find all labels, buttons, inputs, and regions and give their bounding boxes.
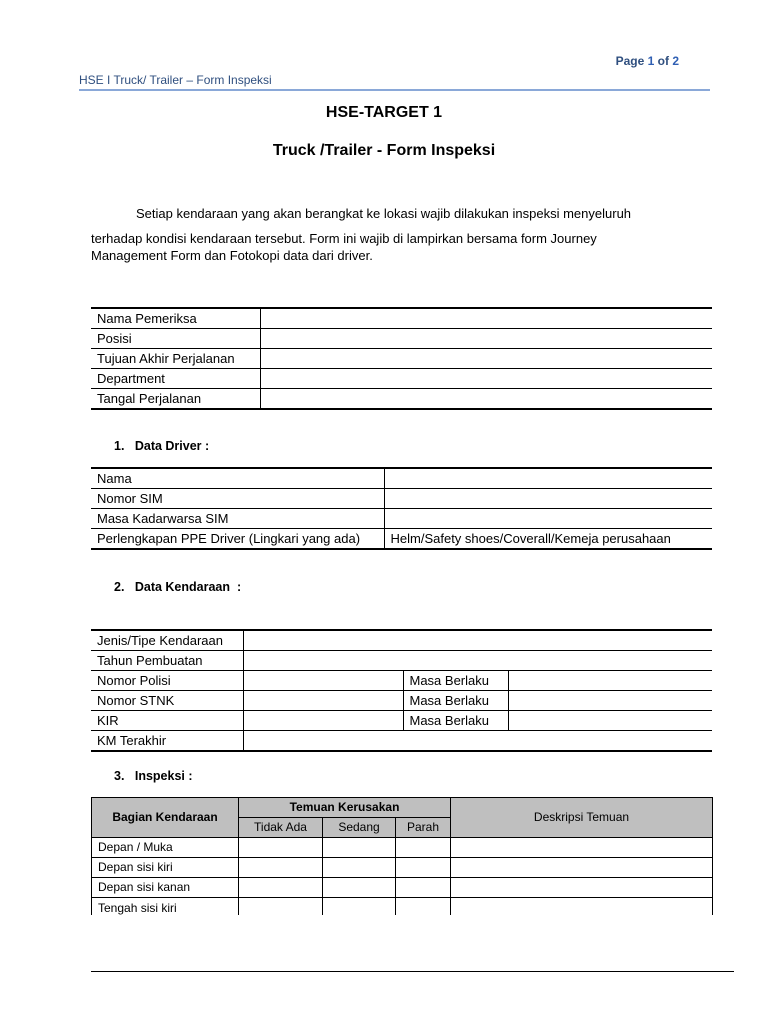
field-label: Jenis/Tipe Kendaraan xyxy=(91,630,243,651)
field-value[interactable] xyxy=(243,711,403,731)
cell-medium[interactable] xyxy=(323,878,396,898)
section-heading-driver: 1. Data Driver : xyxy=(114,439,210,453)
vehicle-table xyxy=(91,629,712,752)
header-divider xyxy=(79,89,710,91)
table-row xyxy=(91,630,712,651)
field-label: Nomor Polisi xyxy=(91,671,243,691)
ppe-options[interactable]: Helm/Safety shoes/Coverall/Kemeja perusahaan xyxy=(384,529,712,550)
table-row xyxy=(92,898,713,916)
cell-none[interactable] xyxy=(239,878,323,898)
table-row xyxy=(91,349,712,369)
validity-label: Masa Berlaku xyxy=(403,671,508,691)
field-value[interactable] xyxy=(243,731,712,752)
driver-table xyxy=(91,467,712,550)
field-value[interactable] xyxy=(243,630,712,651)
field-label: KIR xyxy=(91,711,243,731)
cell-severe[interactable] xyxy=(396,858,451,878)
table-row xyxy=(91,529,712,550)
field-label: Tahun Pembuatan xyxy=(91,651,243,671)
cell-description[interactable] xyxy=(451,838,713,858)
field-label: Nama xyxy=(91,468,384,489)
validity-value[interactable] xyxy=(508,711,712,731)
intro-line-3: Management Form dan Fotokopi data dari driver. xyxy=(91,248,373,263)
general-info-table xyxy=(91,307,712,410)
cell-severe[interactable] xyxy=(396,838,451,858)
field-value[interactable] xyxy=(260,389,712,410)
footer-divider xyxy=(91,971,734,972)
table-row xyxy=(91,489,712,509)
table-row xyxy=(91,308,712,329)
page-of: of xyxy=(657,54,669,68)
field-value[interactable] xyxy=(260,369,712,389)
field-value[interactable] xyxy=(384,509,712,529)
cell-medium[interactable] xyxy=(323,838,396,858)
page-current: 1 xyxy=(647,54,655,68)
col-header-severe: Parah xyxy=(396,818,451,838)
page-prefix: Page xyxy=(615,54,645,68)
col-header-part: Bagian Kendaraan xyxy=(92,798,239,838)
cell-none[interactable] xyxy=(239,838,323,858)
field-label: Nama Pemeriksa xyxy=(91,308,260,329)
table-row xyxy=(91,691,712,711)
field-label: Tujuan Akhir Perjalanan xyxy=(91,349,260,369)
cell-none[interactable] xyxy=(239,898,323,916)
cell-medium[interactable] xyxy=(323,858,396,878)
validity-value[interactable] xyxy=(508,691,712,711)
field-value[interactable] xyxy=(243,691,403,711)
document-subtitle: Truck /Trailer - Form Inspeksi xyxy=(272,142,496,159)
field-label: Nomor SIM xyxy=(91,489,384,509)
section-heading-vehicle: 2. Data Kendaraan : xyxy=(114,580,242,594)
field-label: Tangal Perjalanan xyxy=(91,389,260,410)
section-heading-inspection: 3. Inspeksi : xyxy=(114,769,193,783)
inspection-table xyxy=(91,797,713,915)
cell-none[interactable] xyxy=(239,858,323,878)
field-label: Perlengkapan PPE Driver (Lingkari yang ada) xyxy=(91,529,384,550)
intro-line-1: Setiap kendaraan yang akan berangkat ke lokasi wajib dilakukan inspeksi menyeluruh xyxy=(136,206,632,221)
field-label: KM Terakhir xyxy=(91,731,243,752)
cell-description[interactable] xyxy=(451,878,713,898)
page-total: 2 xyxy=(672,54,679,68)
table-row xyxy=(91,468,712,489)
table-row xyxy=(91,369,712,389)
field-value[interactable] xyxy=(384,468,712,489)
part-label: Depan / Muka xyxy=(92,838,239,858)
cell-severe[interactable] xyxy=(396,878,451,898)
col-header-none: Tidak Ada xyxy=(239,818,323,838)
field-label: Nomor STNK xyxy=(91,691,243,711)
table-row xyxy=(91,731,712,752)
field-label: Masa Kadarwarsa SIM xyxy=(91,509,384,529)
field-value[interactable] xyxy=(260,329,712,349)
table-row xyxy=(91,509,712,529)
field-value[interactable] xyxy=(260,308,712,329)
document-title: HSE-TARGET 1 xyxy=(325,104,443,121)
table-row xyxy=(91,329,712,349)
cell-description[interactable] xyxy=(451,898,713,916)
table-row xyxy=(92,838,713,858)
cell-description[interactable] xyxy=(451,858,713,878)
part-label: Tengah sisi kiri xyxy=(92,898,239,916)
table-row xyxy=(92,878,713,898)
table-row xyxy=(91,671,712,691)
field-value[interactable] xyxy=(243,651,712,671)
validity-value[interactable] xyxy=(508,671,712,691)
header-title: HSE I Truck/ Trailer – Form Inspeksi xyxy=(79,73,272,87)
table-row xyxy=(91,389,712,410)
col-header-description: Deskripsi Temuan xyxy=(451,798,713,838)
col-header-medium: Sedang xyxy=(323,818,396,838)
validity-label: Masa Berlaku xyxy=(403,711,508,731)
page-number xyxy=(616,54,679,68)
validity-label: Masa Berlaku xyxy=(403,691,508,711)
table-row xyxy=(92,858,713,878)
part-label: Depan sisi kanan xyxy=(92,878,239,898)
field-value[interactable] xyxy=(260,349,712,369)
field-label: Posisi xyxy=(91,329,260,349)
field-label: Department xyxy=(91,369,260,389)
part-label: Depan sisi kiri xyxy=(92,858,239,878)
table-row xyxy=(91,651,712,671)
table-row xyxy=(91,711,712,731)
cell-medium[interactable] xyxy=(323,898,396,916)
intro-line-2: terhadap kondisi kendaraan tersebut. Form ini wajib di lampirkan bersama form Journey xyxy=(91,231,597,246)
field-value[interactable] xyxy=(384,489,712,509)
col-header-findings: Temuan Kerusakan xyxy=(239,798,451,818)
cell-severe[interactable] xyxy=(396,898,451,916)
field-value[interactable] xyxy=(243,671,403,691)
